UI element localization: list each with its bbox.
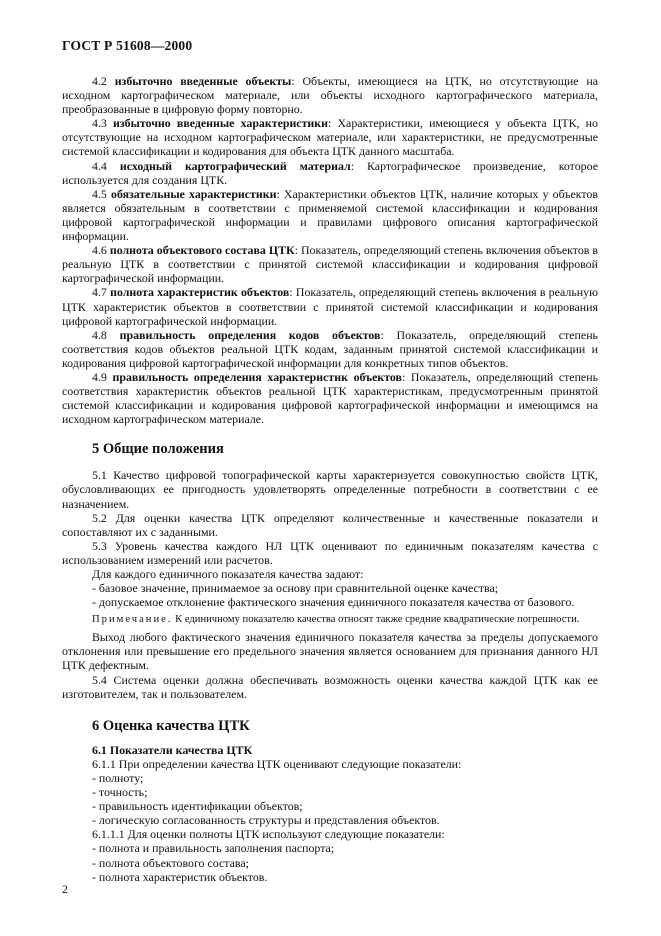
term: полнота объектового состава ЦТК <box>109 243 295 258</box>
note-label: Примечание. <box>92 614 173 626</box>
list-item: - правильность идентификации объектов; <box>92 799 303 814</box>
definition-4-4: 4.4 исходный картографический материал: Картографическое произведение, которое используется для создания ЦТК. <box>62 158 598 187</box>
paragraph-6-1-1-1: 6.1.1.1 Для оценки полноты ЦТК используют следующие показатели: <box>92 827 445 842</box>
section-6-heading: 6 Оценка качества ЦТК <box>92 717 250 734</box>
definition-4-8: 4.8 правильность определения кодов объектов: Показатель, определяющий степень соответствия кодов объектов реальной ЦТК кодам, заданным принятой системой классификации и кодирования цифровой картографической информации для конкретных типов объектов. <box>62 327 598 370</box>
section-5-heading: 5 Общие положения <box>92 441 224 458</box>
term: полнота характеристик объектов <box>110 285 290 300</box>
subsection-6-1-heading: 6.1 Показатели качества ЦТК <box>92 742 253 757</box>
definition-4-9: 4.9 правильность определения характеристик объектов: Показатель, определяющий степень соответствия характеристик объектов реальной ЦТК характеристикам, предусмотренным принятой системой классификации и кодирования цифровой картографической информации и имеющимся на исходном картографическом материале. <box>62 369 599 427</box>
term: исходный картографический материал <box>119 158 351 173</box>
definition-4-5: 4.5 обязательные характеристики: Характеристики объектов ЦТК, наличие которых у объектов является обязательным в соответствии с применяемой системой классификации и кодирования цифровой картографической информации и правилами цифрового описания картографической информации. <box>62 186 598 244</box>
document-header: ГОСТ Р 51608—2000 <box>62 38 193 53</box>
paragraph-6-1-1: 6.1.1 При определении качества ЦТК оценивают следующие показатели: <box>92 756 462 771</box>
list-item: - базовое значение, принимаемое за основу при сравнительной оценке качества; <box>92 581 499 596</box>
term: обязательные характеристики <box>111 186 277 201</box>
term: избыточно введенные характеристики <box>113 116 328 131</box>
list-item: - точность; <box>92 785 148 800</box>
list-item: - полнота и правильность заполнения паспорта; <box>92 841 335 856</box>
definition-4-2: 4.2 избыточно введенные объекты: Объекты, имеющиеся на ЦТК, но отсутствующие на исходном картографическом материале, или объекты исходного картографического материала, преобразованные в цифровую форму повторно. <box>62 74 598 117</box>
term: правильность определения кодов объектов <box>119 327 381 342</box>
page-content <box>62 74 598 884</box>
definition-4-3: 4.3 избыточно введенные характеристики: Характеристики, имеющиеся у объекта ЦТК, но отсутствующие на исходном картографическом материале, или характеристики, не предусмотренные системой классификации и кодирования для объекта ЦТК данного масштаба. <box>62 116 598 159</box>
paragraph-5-4: 5.4 Система оценки должна обеспечивать возможность оценки качества каждой ЦТК как ее изготовителем, так и пользователем. <box>62 672 598 701</box>
list-item: - допускаемое отклонение фактического значения единичного показателя качества от базового. <box>92 595 575 610</box>
note <box>62 613 598 626</box>
term: правильность определения характеристик объектов <box>112 369 402 384</box>
paragraph-5-2: 5.2 Для оценки качества ЦТК определяют количественные и качественные показатели и сопоставляют их с заданными. <box>62 510 598 539</box>
list-item: - полноту; <box>92 770 144 785</box>
paragraph-5-3: 5.3 Уровень качества каждого НЛ ЦТК оценивают по единичным показателям качества с использованием измерений или расчетов. <box>62 538 598 567</box>
paragraph-5-1: 5.1 Качество цифровой топографической карты характеризуется совокупностью свойств ЦТК, обусловливающих ее пригодность удовлетворять определенные потребности в соответствии с ее назначением. <box>62 468 598 511</box>
definition-4-6: 4.6 полнота объектового состава ЦТК: Показатель, определяющий степень включения объектов в реальную ЦТК в соответствии с принятой системой классификации и кодирования цифровой картографической информации. <box>62 243 598 286</box>
paragraph-intro: Для каждого единичного показателя качества задают: <box>92 567 364 581</box>
list-item: - логическую согласованность структуры и представления объектов. <box>92 813 440 828</box>
page-number: 2 <box>62 882 68 896</box>
term: избыточно введенные объекты <box>114 74 292 88</box>
list-item: - полнота характеристик объектов. <box>92 869 268 884</box>
note-text: К единичному показателю качества относят также средние квадратические погрешности. <box>172 614 580 626</box>
list-item: - полнота объектового состава; <box>92 855 249 870</box>
paragraph-deviation: Выход любого фактического значения единичного показателя качества за пределы допускаемого отклонения или превышение его предельного значения является основанием для признания данного НЛ ЦТК дефектным. <box>62 630 598 673</box>
definition-4-7: 4.7 полнота характеристик объектов: Показатель, определяющий степень включения в реальную ЦТК характеристик объектов в соответствии с принятой системой классификации и кодирования цифровой картографической информации. <box>62 285 598 328</box>
